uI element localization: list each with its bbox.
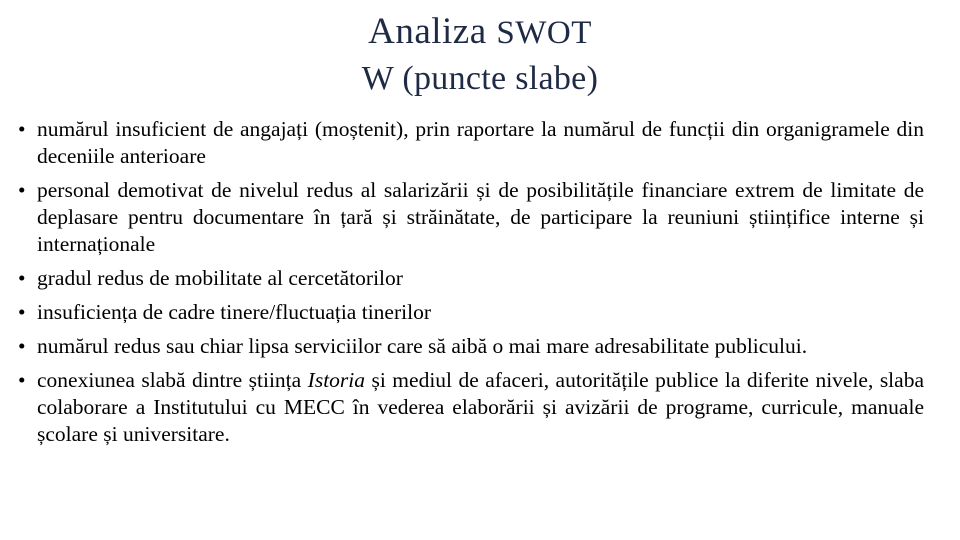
bullet-text: gradul redus de mobilitate al cercetătorilor xyxy=(37,266,403,290)
bullet-text-before: conexiunea slabă dintre știința xyxy=(37,368,308,392)
bullet-list xyxy=(18,116,924,455)
bullet-dot-icon: • xyxy=(18,117,26,141)
slide-title xyxy=(0,8,960,101)
bullet-text: insuficiența de cadre tinere/fluctuația tinerilor xyxy=(37,300,431,324)
bullet-text: personal demotivat de nivelul redus al salarizării și de posibilitățile financiare extrem de limitate de deplasare pentru documentare în țară și străinătate, de participare la reuniuni științifice interne și internaționale xyxy=(37,178,924,256)
bullet-item-4 xyxy=(18,299,924,326)
bullet-text: numărul insuficient de angajați (moștenit), prin raportare la numărul de funcții din organigramele din deceniile anterioare xyxy=(37,117,924,168)
bullet-dot-icon: • xyxy=(18,300,26,324)
bullet-text: numărul redus sau chiar lipsa serviciilor care să aibă o mai mare adresabilitate publicului. xyxy=(37,334,808,358)
bullet-text-italic: Istoria xyxy=(307,368,366,392)
bullet-dot-icon: • xyxy=(18,334,26,358)
title-subtitle: W (puncte slabe) xyxy=(361,60,599,97)
bullet-dot-icon: • xyxy=(18,368,26,392)
title-swot-word: SWOT xyxy=(496,15,592,51)
title-line-main xyxy=(0,8,960,57)
bullet-item-3 xyxy=(18,265,924,292)
title-main-word: Analiza xyxy=(368,11,487,52)
bullet-item-2 xyxy=(18,177,924,258)
bullet-dot-icon: • xyxy=(18,178,26,202)
bullet-text-after: și mediul de afaceri, autoritățile publice la diferite nivele, slaba colaborare a Institutului cu MECC în vederea elaborării și avizării de programe, curricule, manuale școlare și universitare. xyxy=(37,368,924,446)
bullet-item-1 xyxy=(18,116,924,170)
bullet-dot-icon: • xyxy=(18,266,26,290)
bullet-item-5 xyxy=(18,333,924,360)
bullet-item-6 xyxy=(18,367,924,448)
